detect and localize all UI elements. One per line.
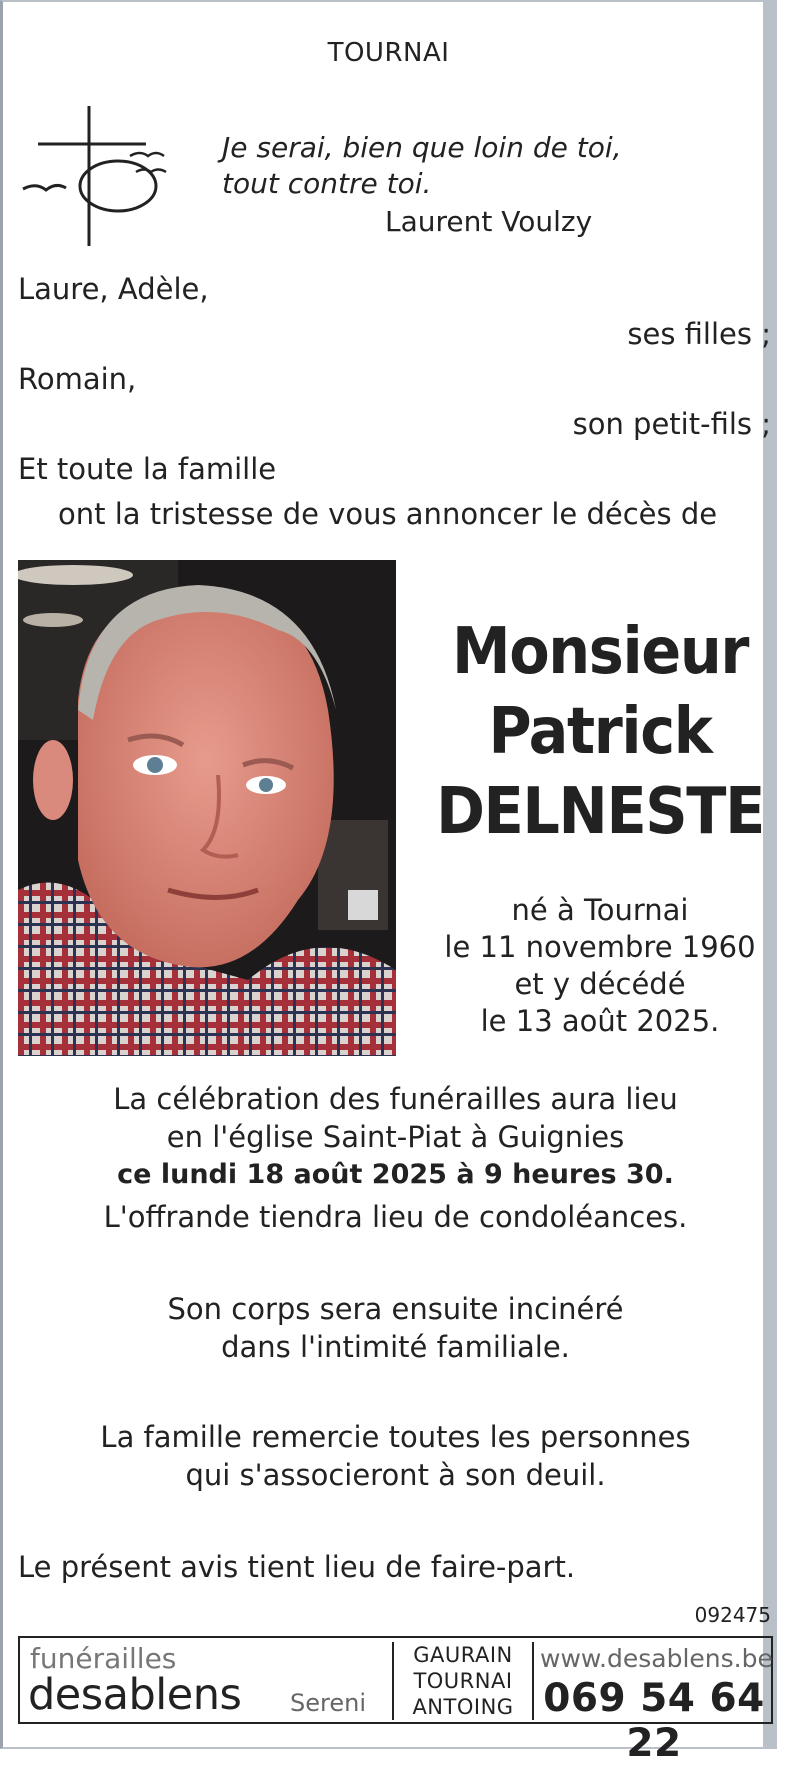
cremation-line-1: Son corps sera ensuite incinéré <box>167 1292 624 1326</box>
ceremony-line-2: en l'église Saint-Piat à Guignies <box>166 1120 625 1154</box>
born-date: le 11 novembre 1960 <box>444 930 756 964</box>
divider <box>532 1642 534 1720</box>
location-antoing: ANTOING <box>412 1695 514 1719</box>
ceremony-line-1: La célébration des funérailles aura lieu <box>113 1082 678 1116</box>
portrait-photo <box>18 560 396 1056</box>
family-names-daughters: Laure, Adèle, <box>18 272 209 306</box>
announcement: ont la tristesse de vous annoncer le décès de <box>58 497 718 531</box>
city-heading: TOURNAI <box>327 38 450 68</box>
thanks-block <box>0 1418 791 1494</box>
location-gaurain: GAURAIN <box>413 1643 513 1667</box>
cremation-block <box>0 1290 791 1366</box>
divider <box>392 1642 394 1720</box>
family-names-grandson: Romain, <box>18 362 137 396</box>
family-all: Et toute la famille <box>18 452 277 486</box>
funeral-home-banner <box>18 1636 773 1766</box>
funeral-home-sub: Sereni <box>290 1689 366 1717</box>
ceremony-offering: L'offrande tiendra lieu de condoléances. <box>103 1200 688 1234</box>
died-place: et y décédé <box>514 967 686 1001</box>
family-relation-daughters: ses filles ; <box>627 317 771 351</box>
cremation-line-2: dans l'intimité familiale. <box>221 1330 570 1364</box>
quote-line-2: tout contre toi. <box>222 167 432 200</box>
birth-death-info <box>420 892 780 1040</box>
funeral-home-locations <box>400 1642 526 1720</box>
quote-line-1: Je serai, bien que loin de toi, <box>222 131 622 164</box>
quote-author: Laurent Voulzy <box>385 205 593 238</box>
quote <box>222 130 622 202</box>
family-relation-grandson: son petit-fils ; <box>572 407 771 441</box>
location-tournai: TOURNAI <box>413 1669 513 1693</box>
notice-text: Le présent avis tient lieu de faire-part. <box>18 1550 576 1584</box>
cross-sun-birds-icon <box>18 104 178 249</box>
deceased-name <box>434 612 765 852</box>
reference-code: 092475 <box>694 1603 771 1627</box>
deceased-last-name: DELNESTE <box>436 775 764 849</box>
ceremony-date: ce lundi 18 août 2025 à 9 heures 30. <box>117 1159 674 1190</box>
thanks-line-2: qui s'associeront à son deuil. <box>185 1458 606 1492</box>
died-date: le 13 août 2025. <box>480 1004 720 1038</box>
funeral-home-brand: desablens <box>28 1670 242 1720</box>
thanks-line-1: La famille remercie toutes les personnes <box>100 1420 691 1454</box>
funeral-home-word: funérailles <box>30 1642 177 1675</box>
born-place: né à Tournai <box>511 893 689 927</box>
deceased-title: Monsieur <box>451 615 749 689</box>
ceremony-block <box>0 1080 791 1236</box>
deceased-first-name: Patrick <box>488 695 712 769</box>
funeral-home-website[interactable]: www.desablens.be <box>540 1644 773 1673</box>
funeral-home-phone[interactable]: 069 54 64 22 <box>543 1676 765 1766</box>
